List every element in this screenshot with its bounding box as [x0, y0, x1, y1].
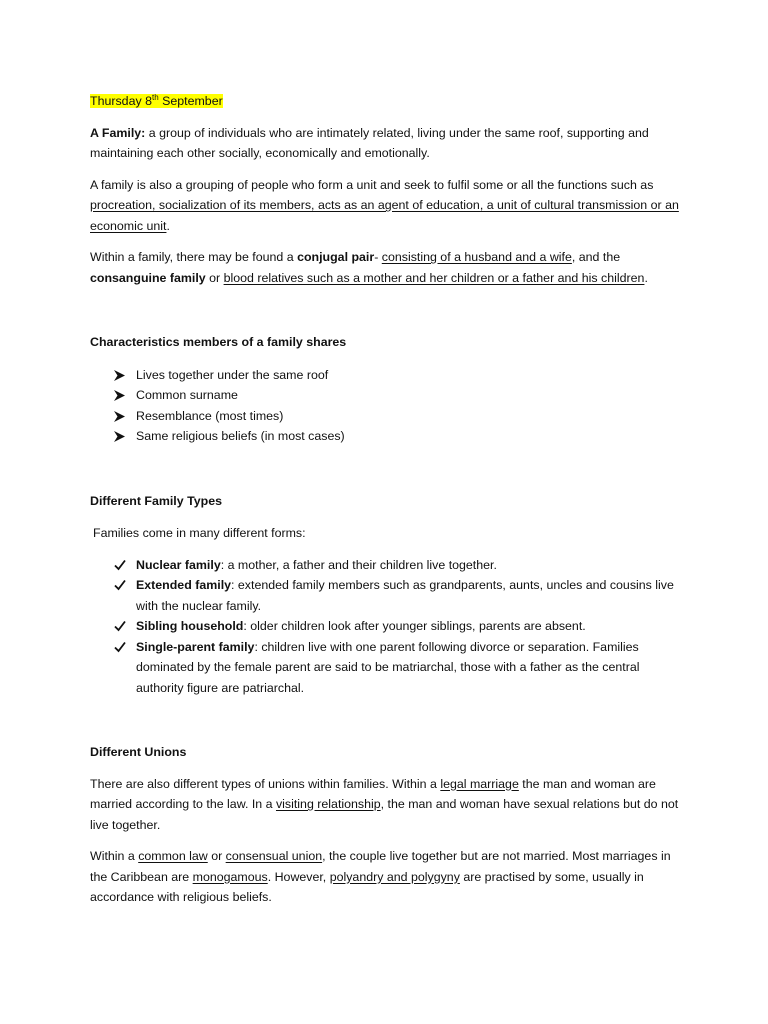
- consensual-union-term: consensual union: [225, 849, 323, 863]
- family-type-term: Sibling household: [136, 619, 244, 633]
- family-definition: a group of individuals who are intimately related, living under the same roof, supporting and maintaining each other socially, economically and emotionally.: [90, 125, 649, 160]
- conjugal-dash: -: [374, 250, 382, 264]
- list-item: [90, 385, 682, 406]
- unions-text: There are also different types of unions within families. Within a: [90, 776, 441, 791]
- checkmark-icon: [114, 555, 130, 578]
- unions-text: are practised by some, usually in accordance with religious beliefs.: [90, 869, 644, 904]
- conjugal-pair-definition: consisting of a husband and a wife: [381, 250, 572, 264]
- list-item: [90, 365, 682, 386]
- unions-text: , the man and woman have sexual relations but do not live together.: [90, 797, 679, 832]
- unions-text: the man and woman are married according to the law. In a: [90, 776, 656, 811]
- family-type-term: Single-parent family: [136, 639, 255, 654]
- arrowhead-bullet-icon: [114, 426, 130, 449]
- common-law-term: common law: [138, 849, 208, 863]
- conjugal-end: .: [644, 270, 648, 285]
- family-types-list: [90, 555, 682, 699]
- consanguine-term: consanguine family: [90, 270, 206, 285]
- checkmark-icon: [114, 616, 130, 639]
- date-month: September: [158, 94, 223, 108]
- functions-paragraph: [90, 175, 682, 237]
- characteristics-list: [90, 365, 682, 447]
- functions-text: A family is also a grouping of people who form a unit and seek to fulfil some or all the functions such as: [90, 177, 654, 192]
- list-item: [90, 426, 682, 447]
- conjugal-text: Within a family, there may be found a: [90, 250, 298, 264]
- date-highlight: [90, 94, 223, 108]
- conjugal-paragraph: [90, 247, 682, 288]
- list-item-text: Resemblance (most times): [136, 408, 284, 423]
- arrowhead-bullet-icon: [114, 406, 130, 429]
- unions-paragraph-1: [90, 774, 682, 836]
- family-type-text: : extended family members such as grandparents, aunts, uncles and cousins live with the nuclear family.: [136, 578, 674, 613]
- list-item: [90, 555, 682, 576]
- unions-text: or: [207, 849, 226, 863]
- checkmark-icon: [114, 637, 130, 660]
- family-type-term: Extended family: [136, 578, 232, 592]
- date-line: [90, 91, 682, 112]
- polyandry-polygyny-term: polyandry and polygyny: [329, 869, 460, 884]
- legal-marriage-term: legal marriage: [440, 776, 519, 791]
- functions-end: .: [166, 218, 170, 233]
- family-type-term: Nuclear family: [136, 557, 221, 572]
- family-type-text: : children live with one parent following divorce or separation. Families dominated by the female parent are said to be matriarchal, those with a father as the central authority figure are patriarchal.: [136, 639, 640, 695]
- date-day: Thursday 8: [90, 94, 152, 108]
- unions-text: Within a: [90, 849, 139, 863]
- family-type-text: : a mother, a father and their children live together.: [220, 557, 497, 572]
- family-type-text: : older children look after younger siblings, parents are absent.: [243, 619, 586, 633]
- list-item: [90, 406, 682, 427]
- characteristics-heading: Characteristics members of a family shares: [90, 335, 347, 349]
- list-item: [90, 637, 682, 699]
- monogamous-term: monogamous: [192, 869, 268, 884]
- family-term: A Family:: [90, 125, 146, 140]
- family-types-intro: Families come in many different forms:: [93, 526, 306, 540]
- list-item-text: Same religious beliefs (in most cases): [136, 429, 345, 443]
- document-body: [90, 91, 682, 919]
- family-types-heading: Different Family Types: [90, 493, 222, 508]
- conjugal-pair-term: conjugal pair: [297, 250, 375, 264]
- functions-list: procreation, socialization of its members, acts as an agent of education, a unit of cultural transmission or an economic unit: [90, 198, 679, 233]
- list-item: [90, 575, 682, 616]
- unions-paragraph-2: [90, 846, 682, 908]
- unions-text: . However,: [267, 869, 330, 884]
- arrowhead-bullet-icon: [114, 365, 130, 388]
- unions-text: , the couple live together but are not married. Most marriages in the Caribbean are: [90, 849, 671, 884]
- checkmark-icon: [114, 575, 130, 598]
- arrowhead-bullet-icon: [114, 385, 130, 408]
- definition-paragraph: [90, 123, 682, 164]
- list-item-text: Lives together under the same roof: [136, 367, 329, 382]
- date-suffix: th: [151, 93, 159, 102]
- list-item-text: Common surname: [136, 388, 238, 402]
- unions-heading: Different Unions: [90, 745, 187, 759]
- list-item: [90, 616, 682, 637]
- conjugal-and: , and the: [571, 250, 621, 264]
- consanguine-definition: blood relatives such as a mother and her children or a father and his children: [223, 270, 645, 285]
- visiting-relationship-term: visiting relationship: [275, 797, 381, 811]
- conjugal-or: or: [205, 270, 224, 285]
